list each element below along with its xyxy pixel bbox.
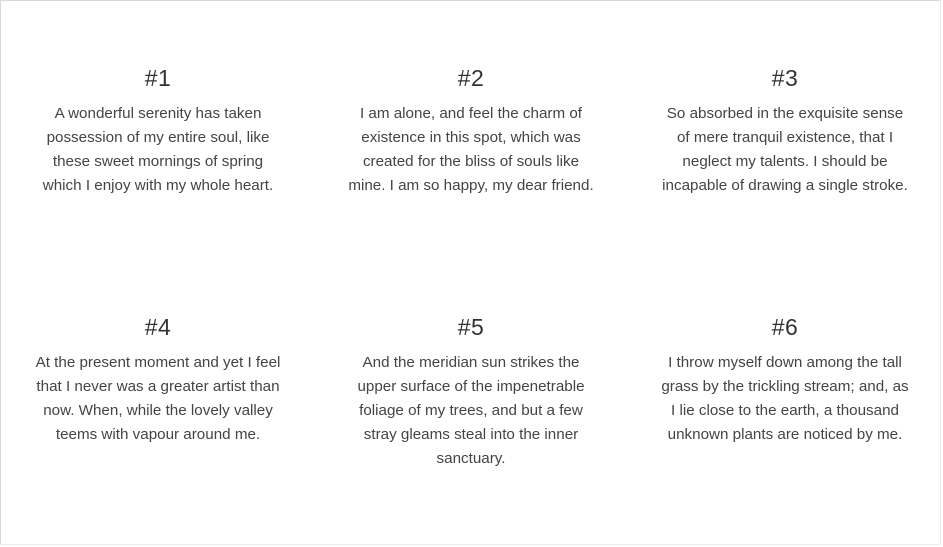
feature-card-4 bbox=[33, 313, 283, 447]
card-text: A wonderful serenity has taken possession of my entire soul, like these sweet mornings of spring which I enjoy with my whole heart. bbox=[42, 105, 274, 194]
card-text: So absorbed in the exquisite sense of mere tranquil existence, that I neglect my talents. I should be incapable of drawing a single stroke. bbox=[662, 105, 908, 194]
card-number: #5 bbox=[457, 314, 485, 340]
card-text: And the meridian sun strikes the upper surface of the impenetrable foliage of my trees, and but a few stray gleams steal into the inner sanctuary. bbox=[357, 354, 585, 467]
card-number: #2 bbox=[457, 65, 485, 91]
card-text: I am alone, and feel the charm of existence in this spot, which was created for the bliss of souls like mine. I am so happy, my dear friend. bbox=[348, 105, 594, 194]
card-number: #3 bbox=[771, 65, 799, 91]
feature-card-6 bbox=[660, 313, 910, 447]
card-text: I throw myself down among the tall grass by the trickling stream; and, as I lie close to the earth, a thousand unknown plants are noticed by me. bbox=[661, 354, 909, 443]
feature-card-2 bbox=[346, 64, 596, 198]
card-text: At the present moment and yet I feel that I never was a greater artist than now. When, while the lovely valley teems with vapour around me. bbox=[35, 354, 281, 443]
card-number: #6 bbox=[771, 314, 799, 340]
feature-card-3 bbox=[660, 64, 910, 198]
card-number: #1 bbox=[144, 65, 172, 91]
feature-card-5 bbox=[346, 313, 596, 471]
card-number: #4 bbox=[144, 314, 172, 340]
feature-card-1 bbox=[33, 64, 283, 198]
